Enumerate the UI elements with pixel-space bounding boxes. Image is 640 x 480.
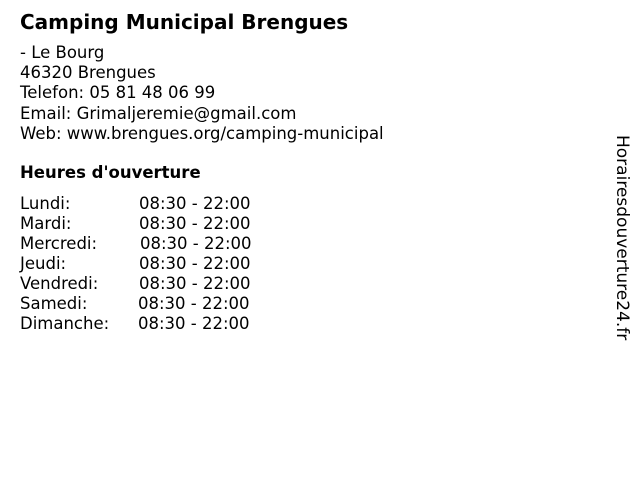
hours-time: 08:30 - 22:00 [139,254,251,273]
hours-time: 08:30 - 22:00 [139,194,251,213]
address-block [20,43,384,144]
phone-number: Telefon: 05 81 48 06 99 [20,83,216,103]
hours-time: 08:30 - 22:00 [138,314,250,333]
side-brand-text: Horairesdouverture24.fr [612,135,632,341]
hours-day: Samedi: [20,294,88,313]
page-title: Camping Municipal Brengues [20,10,349,34]
hours-day: Dimanche: [20,314,110,333]
hours-day: Mardi: [20,214,72,233]
email-address: Email: Grimaljeremie@gmail.com [20,103,297,123]
hours-day: Jeudi: [20,254,67,273]
address-city: 46320 Brengues [20,63,156,83]
address-street: - Le Bourg [20,43,105,62]
hours-time: 08:30 - 22:00 [138,294,250,313]
hours-day: Vendredi: [20,274,99,293]
hours-time: 08:30 - 22:00 [139,274,251,293]
hours-time: 08:30 - 22:00 [139,214,251,233]
hours-day: Lundi: [20,194,71,213]
hours-day: Mercredi: [20,234,98,253]
website-url: Web: www.brengues.org/camping-municipal [20,123,384,143]
hours-heading: Heures d'ouverture [20,163,201,182]
hours-time: 08:30 - 22:00 [140,234,252,253]
